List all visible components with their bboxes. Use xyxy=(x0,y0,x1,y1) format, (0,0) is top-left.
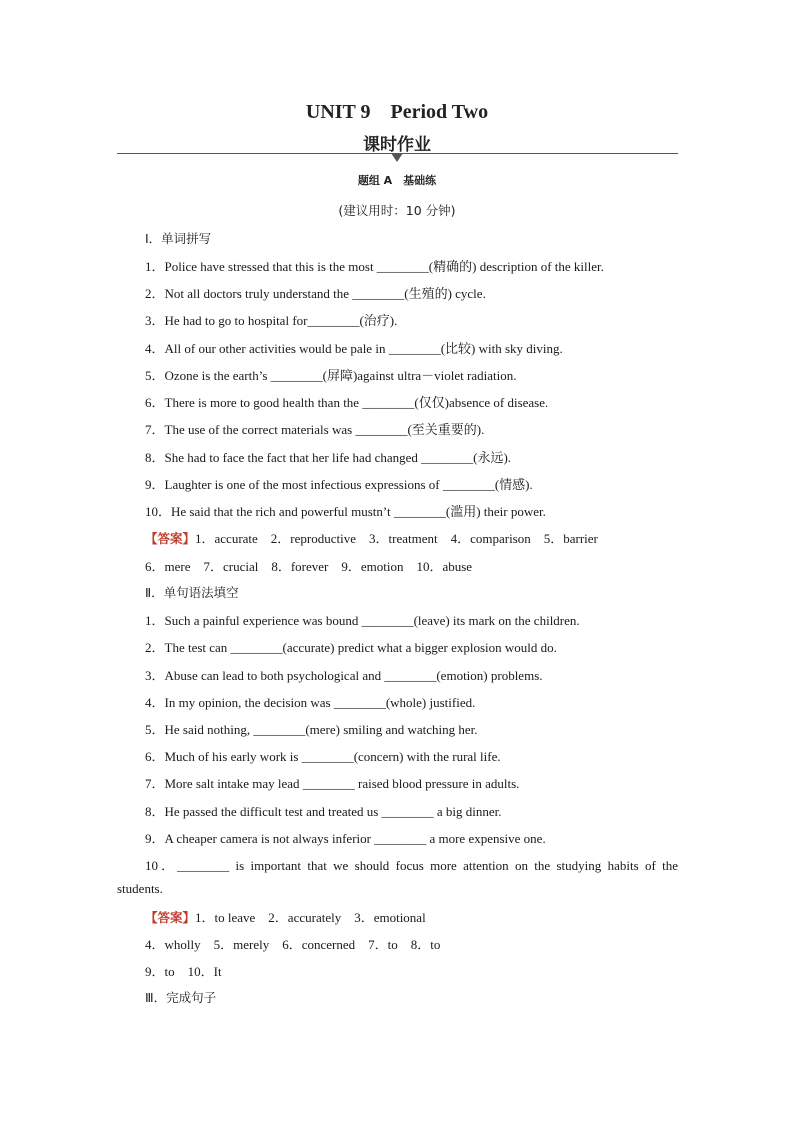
section-heading-spelling: Ⅰ．单词拼写 xyxy=(145,231,212,246)
question-item: 8．He passed the difficult test and treated us ________ a big dinner. xyxy=(145,804,502,819)
group-label: 题组 A 基础练 xyxy=(357,174,437,187)
answer-text: 1．accurate 2．reproductive 3．treatment 4．comparison 5．barrier xyxy=(195,531,598,546)
section-heading-grammar: Ⅱ．单句语法填空 xyxy=(145,585,239,600)
section-heading-completion: Ⅲ．完成句子 xyxy=(145,990,217,1005)
question-item-continued: students. xyxy=(117,881,163,896)
question-item: 3．Abuse can lead to both psychological and ________(emotion) problems. xyxy=(145,668,543,683)
answer-line: 4．wholly 5．merely 6．concerned 7．to 8．to xyxy=(145,937,441,952)
question-item: 2．Not all doctors truly understand the ________(生殖的) cycle. xyxy=(145,286,486,301)
question-item: 7．The use of the correct materials was ________(至关重要的). xyxy=(145,422,485,437)
page-title: UNIT 9 Period Two xyxy=(305,101,489,123)
answer-line: 6．mere 7．crucial 8．forever 9．emotion 10．abuse xyxy=(145,559,473,574)
answer-line: 9．to 10．It xyxy=(145,964,222,979)
question-item: 1．Such a painful experience was bound ________(leave) its mark on the children. xyxy=(145,613,580,628)
question-item: 1．Police have stressed that this is the most ________(精确的) description of the killer. xyxy=(145,259,604,274)
answer-text: 1．to leave 2．accurately 3．emotional xyxy=(195,910,426,925)
question-item: 6．Much of his early work is ________(concern) with the rural life. xyxy=(145,749,501,764)
question-item: 9．Laughter is one of the most infectious expressions of ________(情感). xyxy=(145,477,533,492)
question-item: 10．He said that the rich and powerful mustn’t ________(滥用) their power. xyxy=(145,504,546,519)
question-item: 4．In my opinion, the decision was ________(whole) justified. xyxy=(145,695,476,710)
question-item: 6．There is more to good health than the ________(仅仅)absence of disease. xyxy=(145,395,549,410)
time-note: (建议用时：10 分钟) xyxy=(338,203,456,218)
question-item: 7．More salt intake may lead ________ raised blood pressure in adults. xyxy=(145,776,520,791)
triangle-down-icon xyxy=(391,153,403,162)
question-item: 9．A cheaper camera is not always inferior ________ a more expensive one. xyxy=(145,831,546,846)
question-item: 10．________ is important that we should focus more attention on the studying habits of the xyxy=(145,858,678,873)
page-subtitle: 课时作业 xyxy=(363,135,431,155)
question-item: 8．She had to face the fact that her life had changed ________(永远). xyxy=(145,450,512,465)
answer-line xyxy=(145,528,598,547)
answer-tag: 【答案】 xyxy=(145,910,196,925)
question-item: 4．All of our other activities would be pale in ________(比较) with sky diving. xyxy=(145,341,563,356)
question-item: 5．Ozone is the earth’s ________(屏障)against ultra－violet radiation. xyxy=(145,368,517,383)
answer-tag: 【答案】 xyxy=(145,531,196,546)
answer-line xyxy=(145,907,426,926)
question-item: 3．He had to go to hospital for________(治疗). xyxy=(145,313,398,328)
question-item: 5．He said nothing, ________(mere) smiling and watching her. xyxy=(145,722,478,737)
question-item: 2．The test can ________(accurate) predict what a bigger explosion would do. xyxy=(145,640,557,655)
